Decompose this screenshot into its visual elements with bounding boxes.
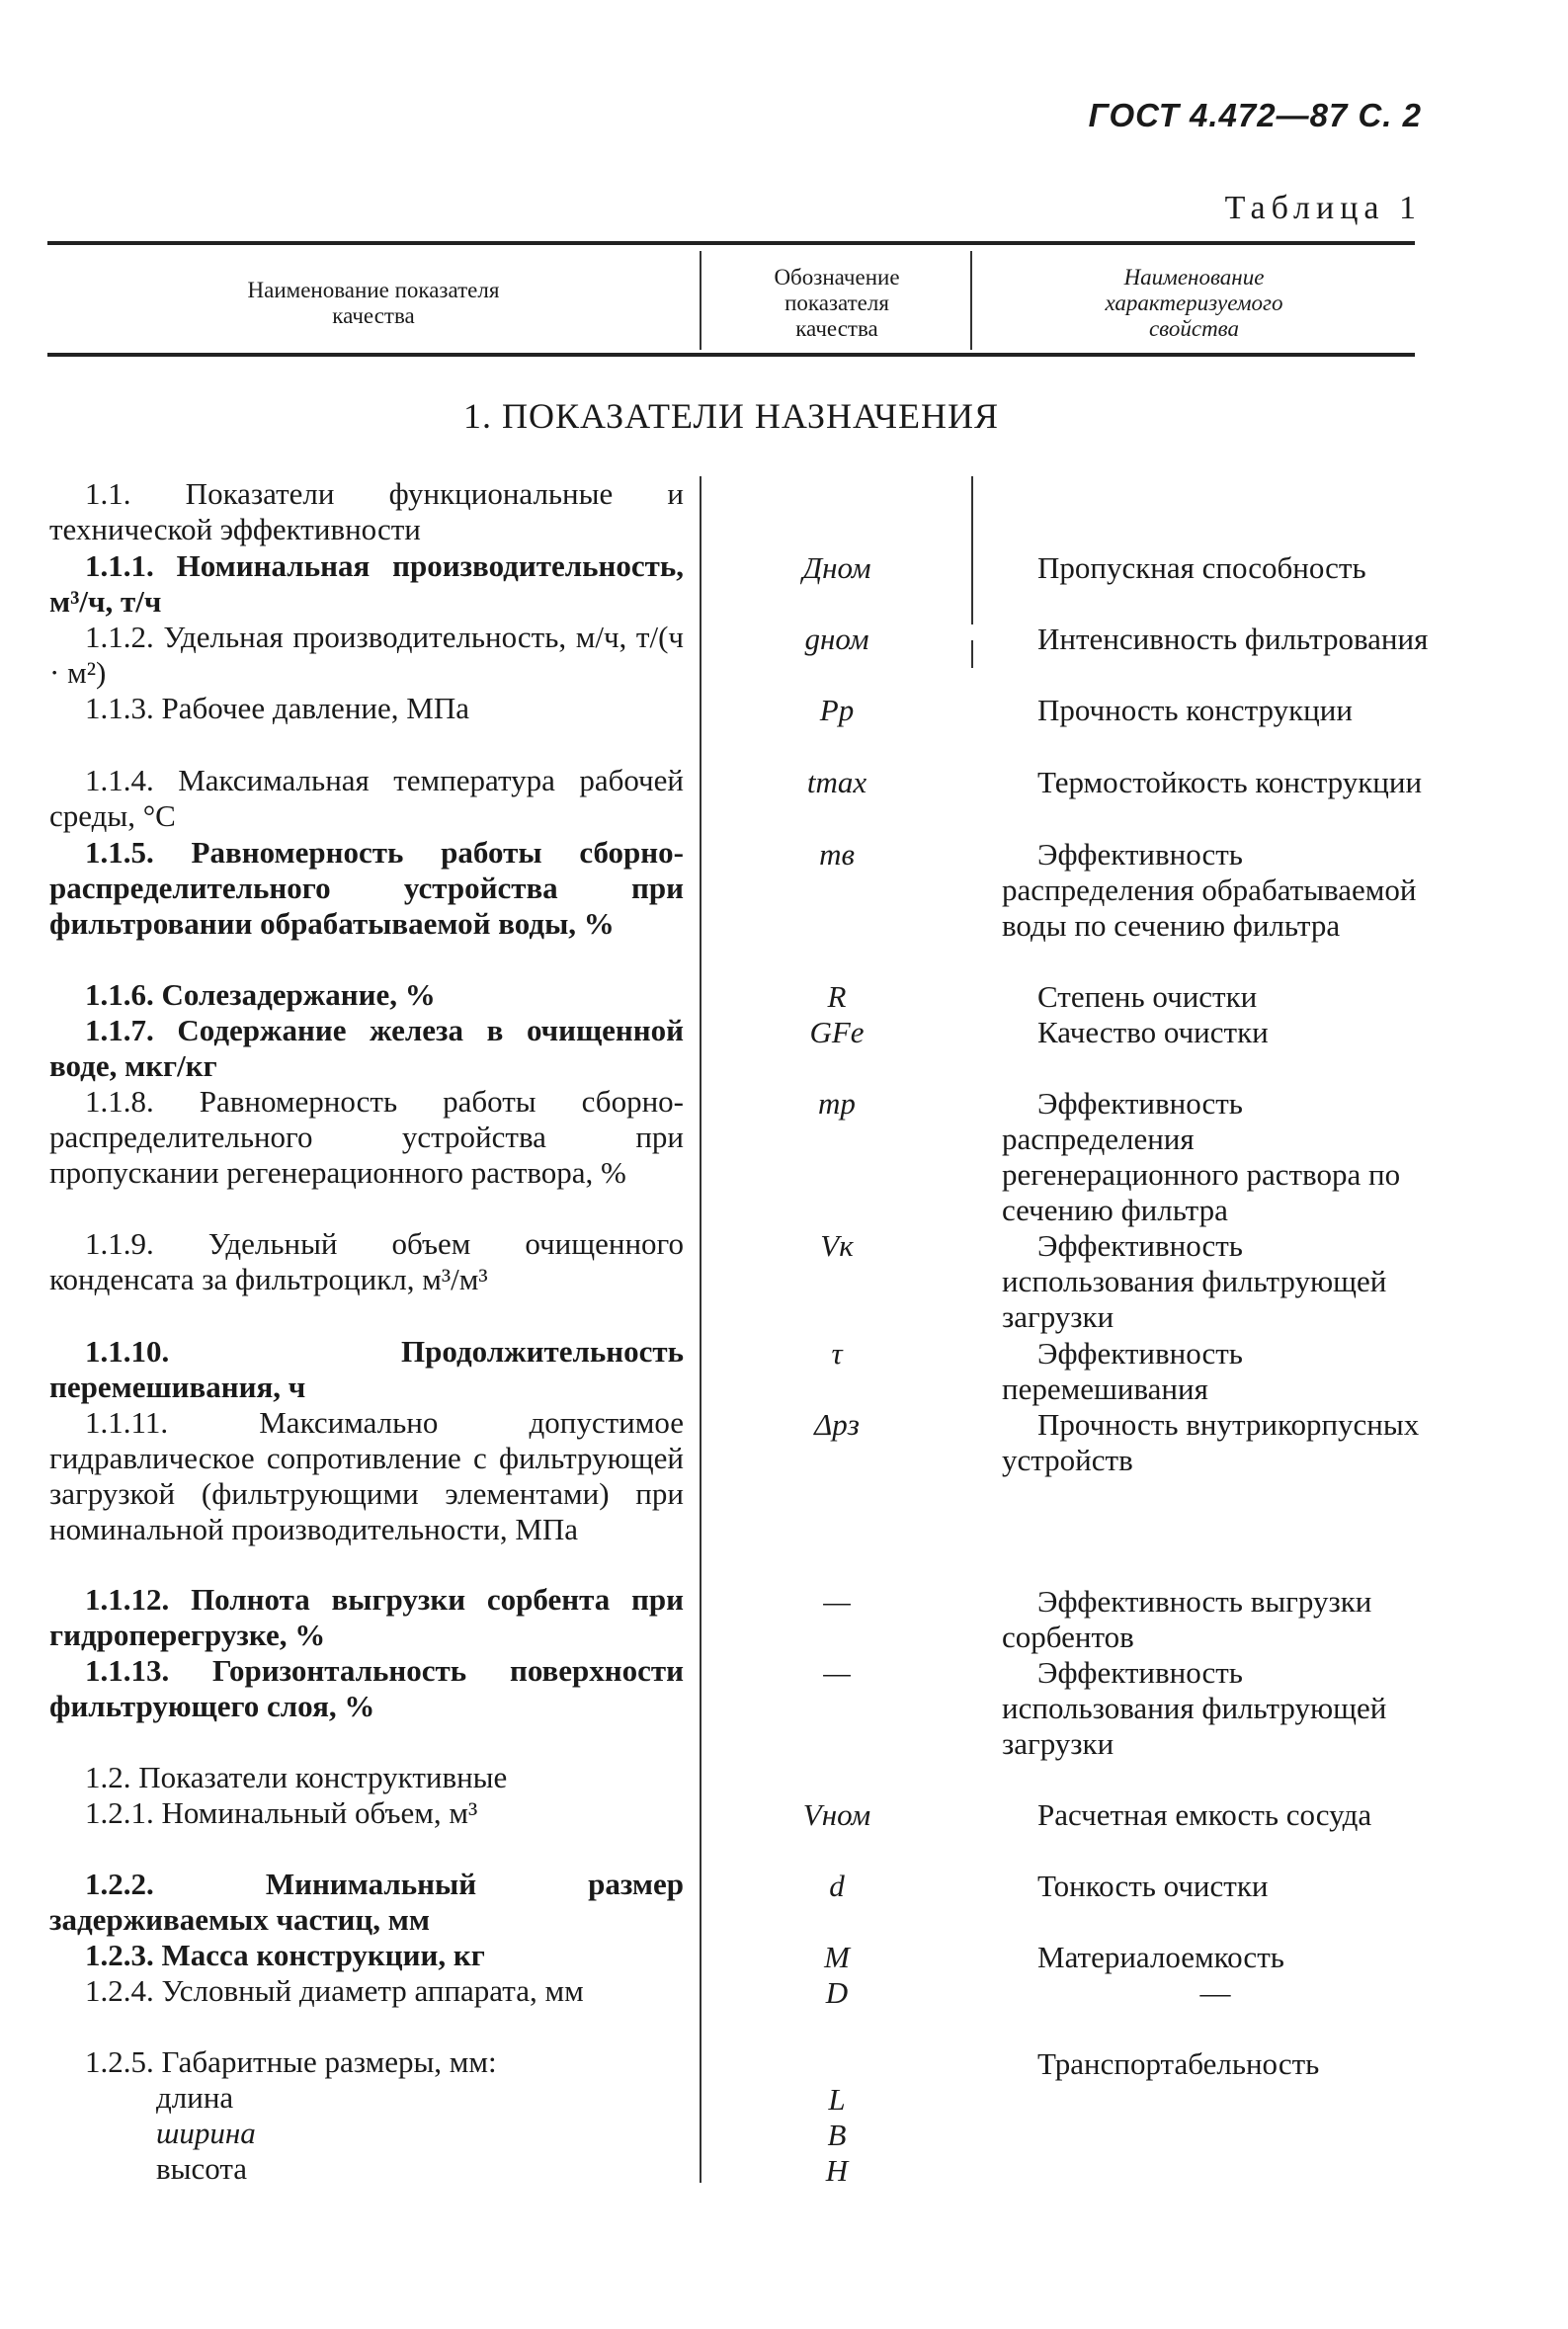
row-1.2.5-name: 1.2.5. Габаритные размеры, мм:	[85, 2044, 497, 2079]
row-1.2.1-name: 1.2.1. Номинальный объем, м³	[85, 1795, 478, 1830]
row-1.2.1-property: Расчетная емкость сосуда	[1037, 1797, 1372, 1832]
row-1.1.10-symbol: τ	[831, 1336, 843, 1371]
header-divider	[700, 251, 701, 350]
header-divider	[970, 251, 972, 350]
row-1.1.7-name: 1.1.7. Содержание железа в очищенной воде, мкг/кг	[49, 1013, 684, 1083]
row-1.2.5-property: Транспортабельность	[1037, 2046, 1320, 2081]
table-top-rule	[47, 241, 1415, 245]
row-1.2.3-property: Материалоемкость	[1037, 1940, 1284, 1974]
row-1.1.6-property: Степень очистки	[1037, 979, 1258, 1014]
row-1.2.2-symbol: d	[829, 1869, 845, 1903]
row-1.1.5-property: Эффективность распределения обрабатываемой воды по сечению фильтра	[1002, 837, 1417, 943]
row-1.1.7-property: Качество очистки	[1037, 1015, 1269, 1049]
row-1.2.5-length-name: длина	[156, 2080, 234, 2115]
row-1.1.8-property: Эффективность распределения регенерационного раствора по сечению фильтра	[1002, 1086, 1401, 1227]
table-caption: Таблица 1	[1224, 190, 1422, 226]
row-1.2.4-property: —	[1199, 1975, 1231, 2010]
row-1.1.3-property: Прочность конструкции	[1037, 693, 1353, 727]
row-1.1.3-name: 1.1.3. Рабочее давление, МПа	[85, 691, 469, 725]
row-1.1.1-property: Пропускная способность	[1037, 550, 1366, 585]
row-1.2.5-height-symbol: H	[825, 2153, 849, 2188]
row-1.1.8-name: 1.1.8. Равномерность работы сборно-распределительного устройства при пропускании регенерационного раствора, %	[49, 1084, 684, 1190]
row-1.1.9-symbol: Vк	[820, 1228, 854, 1263]
row-1.1.7-symbol: GFe	[809, 1015, 865, 1049]
column-divider	[971, 640, 973, 668]
row-1.1.9-name: 1.1.9. Удельный объем очищенного конденсата за фильтроцикл, м³/м³	[49, 1226, 684, 1296]
row-1.2.5-length-symbol: L	[828, 2082, 846, 2117]
row-1.1.12-name: 1.1.12. Полнота выгрузки сорбента при гидроперегрузке, %	[49, 1582, 684, 1652]
column-header-symbol: Обозначение показателя качества	[774, 265, 900, 341]
row-1.1.10-name: 1.1.10. Продолжительность перемешивания, ч	[49, 1334, 684, 1404]
column-divider	[700, 476, 701, 2183]
row-1.1.5-symbol: mв	[819, 837, 855, 872]
row-1.1.12-symbol: —	[823, 1584, 851, 1619]
row-1.1.4-property: Термостойкость конструкции	[1037, 765, 1423, 799]
row-1.2.5-width-name: ширина	[156, 2116, 256, 2150]
row-1.1.11-symbol: Δpз	[814, 1407, 860, 1442]
row-1.1.13-name: 1.1.13. Горизонтальность поверхности фильтрующего слоя, %	[49, 1653, 684, 1723]
section-title: 1. ПОКАЗАТЕЛИ НАЗНАЧЕНИЯ	[463, 396, 999, 436]
row-1.1.9-property: Эффективность использования фильтрующей загрузки	[1002, 1228, 1387, 1334]
row-1.2.2-property: Тонкость очистки	[1037, 1869, 1269, 1903]
row-1.1.1-symbol: Дном	[802, 550, 871, 585]
row-1.1.3-symbol: Pр	[819, 693, 855, 727]
standard-code: ГОСТ 4.472—87 С. 2	[1088, 97, 1422, 133]
row-1.1.8-symbol: mр	[818, 1086, 856, 1121]
row-1.1-name: 1.1. Показатели функциональные и технической эффективности	[49, 476, 684, 546]
row-1.1.11-property: Прочность внутрикорпусных устройств	[1002, 1407, 1420, 1477]
row-1.1.2-name: 1.1.2. Удельная производительность, м/ч, т/(ч · м²)	[49, 620, 684, 690]
row-1.2.5-width-symbol: B	[827, 2118, 847, 2152]
row-1.1.10-property: Эффективность перемешивания	[1002, 1336, 1243, 1406]
row-1.2.3-name: 1.2.3. Масса конструкции, кг	[85, 1938, 485, 1972]
row-1.2.5-height-name: высота	[156, 2151, 248, 2186]
column-divider	[971, 476, 973, 624]
row-1.1.2-symbol: gном	[804, 622, 869, 656]
row-1.2.2-name: 1.2.2. Минимальный размер задерживаемых частиц, мм	[49, 1867, 684, 1937]
row-1.1.2-property: Интенсивность фильтрования	[1037, 622, 1429, 656]
row-1.2.3-symbol: M	[824, 1940, 850, 1974]
row-1.2.4-symbol: D	[825, 1975, 849, 2010]
row-1.1.4-name: 1.1.4. Максимальная температура рабочей среды, °C	[49, 763, 684, 833]
row-1.1.13-property: Эффективность использования фильтрующей загрузки	[1002, 1655, 1387, 1761]
row-1.1.6-name: 1.1.6. Солезадержание, %	[85, 977, 436, 1012]
table-header-rule	[47, 353, 1415, 357]
row-1.2.4-name: 1.2.4. Условный диаметр аппарата, мм	[85, 1973, 584, 2008]
row-1.2.1-symbol: Vном	[802, 1797, 871, 1832]
row-1.1.4-symbol: tmax	[806, 765, 867, 799]
row-1.1.5-name: 1.1.5. Равномерность работы сборно-распределительного устройства при фильтровании обрабатываемой воды, %	[49, 835, 684, 941]
column-header-property: Наименование характеризуемого свойства	[1105, 265, 1283, 341]
row-1.1.13-symbol: —	[823, 1655, 851, 1690]
row-1.1.1-name: 1.1.1. Номинальная производительность, м³/ч, т/ч	[49, 548, 684, 619]
row-1.1.11-name: 1.1.11. Максимально допустимое гидравлическое сопротивление с фильтрующей загрузкой (фильтрующими элементами) при номинальной производительности, МПа	[49, 1405, 684, 1546]
row-1.1.12-property: Эффективность выгрузки сорбентов	[1002, 1584, 1372, 1654]
row-1.1.6-symbol: R	[827, 979, 847, 1014]
column-header-name: Наименование показателя качества	[247, 278, 500, 328]
row-1.2-name: 1.2. Показатели конструктивные	[85, 1760, 508, 1794]
